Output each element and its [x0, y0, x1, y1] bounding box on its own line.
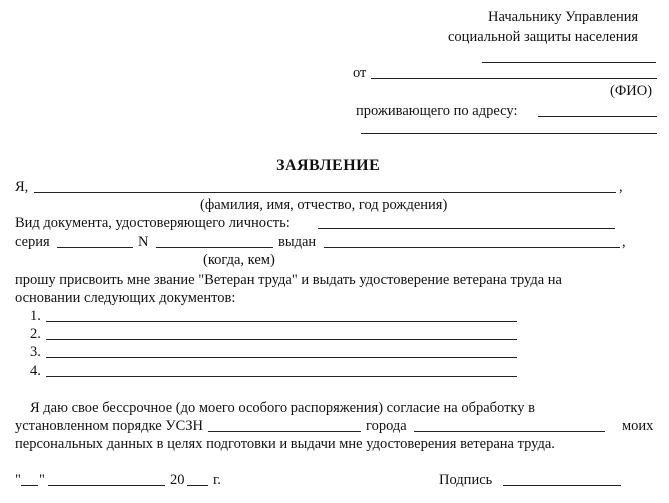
date-month-field[interactable]	[48, 485, 165, 486]
issued-field[interactable]	[324, 247, 620, 248]
issued-label: выдан	[278, 234, 317, 250]
address-field-2[interactable]	[361, 133, 657, 134]
list-item-number-4: 4.	[30, 363, 41, 379]
city-field[interactable]	[414, 431, 605, 432]
list-item-field-2[interactable]	[46, 339, 517, 340]
consent-line-2-a: установленном порядке УСЗН	[15, 418, 203, 434]
consent-line-2-c: моих	[622, 418, 654, 434]
date-day-field[interactable]	[21, 485, 38, 486]
list-item-number-1: 1.	[30, 308, 41, 324]
list-item-field-1[interactable]	[46, 321, 517, 322]
id-document-type-field[interactable]	[318, 228, 615, 229]
address-field-1[interactable]	[538, 116, 657, 117]
consent-line-1: Я даю свое бессрочное (до моего особого распоряжения) согласие на обработку в	[30, 400, 535, 416]
number-label: N	[138, 234, 149, 250]
date-year-field[interactable]	[187, 485, 208, 486]
issued-suffix: ,	[622, 234, 626, 250]
consent-line-3: персональных данных в целях подготовки и выдачи мне удостоверения ветерана труда.	[15, 436, 555, 452]
signature-field[interactable]	[503, 485, 621, 486]
uszn-field[interactable]	[208, 431, 361, 432]
issued-hint: (когда, кем)	[203, 252, 275, 268]
fio-hint: (ФИО)	[610, 83, 653, 99]
list-item-field-3[interactable]	[46, 357, 517, 358]
signature-label: Подпись	[439, 472, 493, 488]
list-item-field-4[interactable]	[46, 376, 517, 377]
list-item-number-2: 2.	[30, 326, 41, 342]
from-label: от	[353, 65, 367, 81]
request-line-1: прошу присвоить мне звание "Ветеран труда" и выдать удостоверение ветерана труда на	[15, 272, 562, 288]
from-fio-field[interactable]	[371, 78, 657, 79]
address-label: проживающего по адресу:	[356, 103, 518, 119]
year-prefix: 20	[170, 472, 185, 488]
applicant-prefix: Я,	[15, 179, 29, 195]
series-label: серия	[15, 234, 50, 250]
consent-line-2-b: города	[366, 418, 407, 434]
id-document-label: Вид документа, удостоверяющего личность:	[15, 215, 290, 231]
addressee-line-1: Начальнику Управления	[488, 9, 639, 25]
number-field[interactable]	[156, 247, 273, 248]
list-item-number-3: 3.	[30, 344, 41, 360]
applicant-suffix: ,	[619, 179, 623, 195]
date-quote-close: "	[39, 472, 45, 488]
addressee-blank-line[interactable]	[482, 62, 656, 63]
document-title: ЗАЯВЛЕНИЕ	[276, 157, 381, 174]
addressee-line-2: социальной защиты населения	[448, 29, 638, 45]
request-line-2: основании следующих документов:	[15, 290, 236, 306]
series-field[interactable]	[57, 247, 133, 248]
applicant-hint: (фамилия, имя, отчество, год рождения)	[200, 197, 448, 213]
applicant-name-field[interactable]	[34, 192, 616, 193]
year-suffix: г.	[213, 472, 221, 488]
date-quote-open: "	[15, 472, 21, 488]
